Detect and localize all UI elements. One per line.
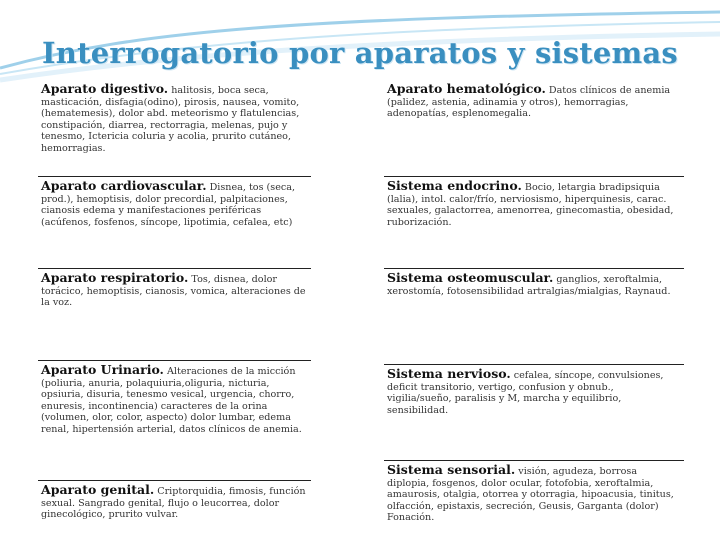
section-text: Criptorquidia, fimosis, función sexual. Sangrado genital, flujo o leucorrea, dolor ginecológico, prurito vulvar. <box>41 486 306 520</box>
section-sistema-osteomuscular <box>384 268 684 360</box>
section-text: cefalea, síncope, convulsiones, deficit transitorio, vertigo, confusion y obnub., vigilia/sueño, paralisis y M, marcha y equilibrio, sensibilidad. <box>387 370 664 416</box>
section-heading: Aparato cardiovascular. <box>41 178 207 193</box>
section-text: halitosis, boca seca, masticación, disfagia(odino), pirosis, nausea, vomito, (hematemesis), dolor abd. meteorismo y flatulencias, constipación, diarrea, rectorragia, melenas, pujo y tenesmo, Ictericia coluria y acolia, prurito cutáneo, hemorragias. <box>41 85 300 154</box>
section-heading: Aparato digestivo. <box>41 81 169 96</box>
section-text: ganglios, xeroftalmia, xerostomía, fotosensibilidad artralgias/mialgias, Raynaud. <box>387 274 671 297</box>
section-heading: Aparato genital. <box>41 482 155 497</box>
section-sistema-nervioso <box>384 364 684 460</box>
content-grid <box>38 78 684 540</box>
section-heading: Aparato Urinario. <box>41 362 164 377</box>
right-column <box>384 78 684 540</box>
section-text: Alteraciones de la micción (poliuria, anuria, polaquiuria,oliguria, nicturia, opsiuria, disuria, tenesmo vesical, urgencia, chorro, enuresis, incontinencia) caracteres de la orina (volumen, olor, color, aspecto) dolor lumbar, edema renal, hipertensión arterial, datos clínicos de anemia. <box>41 366 302 435</box>
section-aparato-genital <box>38 480 311 540</box>
section-heading: Aparato respiratorio. <box>41 270 189 285</box>
section-aparato-urinario <box>38 360 311 476</box>
section-heading: Sistema osteomuscular. <box>387 270 554 285</box>
section-aparato-hematologico <box>384 80 684 176</box>
section-text: Datos clínicos de anemia (palidez, astenia, adinamia y otros), hemorragias, adenopatías, esplenomegalia. <box>387 85 671 119</box>
section-aparato-cardiovascular <box>38 176 311 268</box>
section-heading: Sistema sensorial. <box>387 462 516 477</box>
section-sistema-endocrino <box>384 176 684 268</box>
section-heading: Aparato hematológico. <box>387 81 546 96</box>
section-text: Bocio, letargia bradipsiquia (lalia), intol. calor/frío, nerviosismo, hiperquinesis, carac. sexuales, galactorrea, amenorrea, ginecomastia, obesidad, ruborización. <box>387 182 674 228</box>
slide-title: Interrogatorio por aparatos y sistemas <box>42 36 678 70</box>
section-sistema-sensorial <box>384 460 684 540</box>
section-text: Tos, disnea, dolor torácico, hemoptisis, cianosis, vomica, alteraciones de la voz. <box>41 274 306 308</box>
section-heading: Sistema nervioso. <box>387 366 511 381</box>
section-aparato-digestivo <box>38 80 311 170</box>
section-text: Disnea, tos (seca, prod.), hemoptisis, dolor precordial, palpitaciones, cianosis edema y manifestaciones periféricas (acúfenos, fosfenos, síncope, lipotimia, cefalea, etc) <box>41 182 296 228</box>
section-text: visión, agudeza, borrosa diplopia, fosgenos, dolor ocular, fotofobia, xeroftalmia, amaurosis, otalgia, otorrea y otorragia, hipoacusia, tinitus, olfacción, epistaxis, secreción, Geusis, Garganta (dolor) Fonación. <box>387 466 674 523</box>
section-aparato-respiratorio <box>38 268 311 360</box>
section-heading: Sistema endocrino. <box>387 178 522 193</box>
left-column <box>38 78 311 540</box>
